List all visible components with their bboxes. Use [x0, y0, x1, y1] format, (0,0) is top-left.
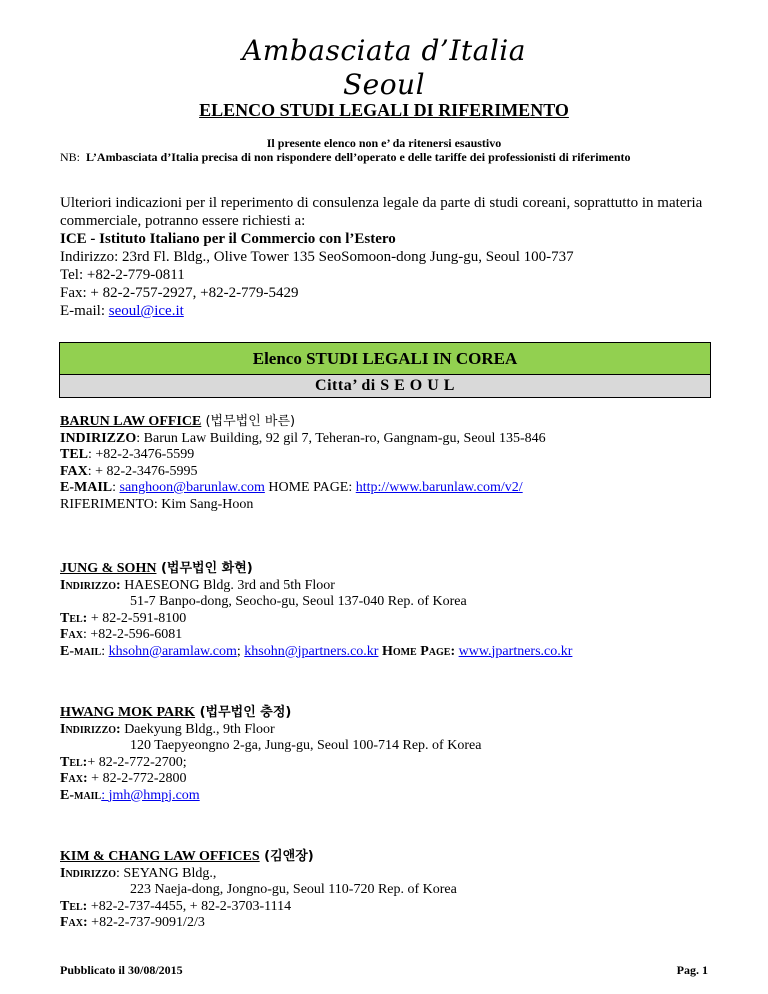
firm-name: KIM & CHANG LAW OFFICES [60, 849, 260, 864]
firm-homepage-link[interactable]: www.jpartners.co.kr [458, 643, 573, 659]
firm-email-link[interactable]: : jmh@hmpj.com [101, 787, 200, 803]
nb-label: NB: [60, 150, 81, 164]
firm-tel: Tel: +82-2-737-4455, + 82-2-3703-1114 [60, 898, 292, 914]
firm-email-link[interactable]: khsohn@aramlaw.com [108, 643, 237, 659]
firm-title-row [60, 849, 720, 866]
firm-hwang-mok-park [60, 705, 720, 804]
ice-email-row: E-mail: seoul@ice.it [60, 303, 184, 319]
listing-header-table [59, 342, 711, 398]
firm-tel: Tel: + 82-2-591-8100 [60, 610, 187, 626]
firm-address: Indirizzo: Daekyung Bldg., 9th Floor [60, 721, 275, 737]
firm-reference: RIFERIMENTO: Kim Sang-Hoon [60, 496, 254, 512]
firm-email-row: E-MAIL: sanghoon@barunlaw.com HOME PAGE: http://www.barunlaw.com/v2/ [60, 480, 523, 495]
firm-homepage-link[interactable]: http://www.barunlaw.com/v2/ [355, 480, 523, 495]
firm-tel: TEL: +82-2-3476-5599 [60, 447, 195, 462]
embassy-name: Ambasciata d’Italia [242, 34, 526, 67]
ice-intro: Ulteriori indicazioni per il reperimento di consulenza legale da parte di studi coreani, soprattutto in materia commerciale, potranno essere richiesti a: [60, 195, 703, 229]
firm-korean-name: (법무법인 화현) [156, 561, 253, 576]
firm-korean-name: (법무법인 충정) [195, 705, 292, 720]
firm-korean-name: (법무법인 바른) [201, 414, 296, 429]
firm-fax: Fax: +82-2-737-9091/2/3 [60, 915, 205, 930]
firm-jung-sohn [60, 561, 720, 660]
firm-kim-chang [60, 849, 720, 932]
firm-korean-name: (김앤장) [259, 849, 314, 864]
firm-address-line2: 51-7 Banpo-dong, Seocho-gu, Seoul 137-040 Rep. of Korea [130, 594, 467, 609]
firm-fax: Fax: +82-2-596-6081 [60, 627, 183, 642]
page-number: Pag. 1 [676, 963, 708, 977]
listing-heading: Elenco STUDI LEGALI IN COREA [60, 343, 710, 375]
firm-title-row [60, 705, 720, 722]
firm-email-row: E-mail: jmh@hmpj.com [60, 787, 200, 803]
firm-email-link-2[interactable]: khsohn@jpartners.co.kr [244, 643, 379, 659]
disclaimer-note: Il presente elenco non e’ da ritenersi esaustivo [266, 136, 502, 150]
firm-tel: Tel:+ 82-2-772-2700; [60, 754, 187, 770]
firm-name: HWANG MOK PARK [60, 705, 196, 720]
firm-fax: Fax: + 82-2-772-2800 [60, 771, 187, 786]
document-title: ELENCO STUDI LEGALI DI RIFERIMENTO [199, 100, 569, 120]
firm-address: INDIRIZZO: Barun Law Building, 92 gil 7, Teheran-ro, Gangnam-gu, Seoul 135-846 [60, 430, 546, 446]
ice-email-link[interactable]: seoul@ice.it [108, 303, 184, 319]
firm-name: JUNG & SOHN [60, 561, 157, 576]
publication-date: Pubblicato il 30/08/2015 [60, 963, 183, 977]
firm-address: Indirizzo: HAESEONG Bldg. 3rd and 5th Floor [60, 577, 335, 593]
ice-tel: Tel: +82-2-779-0811 [60, 267, 185, 283]
firm-email-link[interactable]: sanghoon@barunlaw.com [119, 480, 265, 495]
ice-contact-block [60, 194, 720, 320]
firm-address-line2: 120 Taepyeongno 2-ga, Jung-gu, Seoul 100-714 Rep. of Korea [130, 738, 482, 753]
firm-fax: FAX: + 82-2-3476-5995 [60, 463, 198, 479]
firm-email-row: E-mail: khsohn@aramlaw.com; khsohn@jpartners.co.kr Home Page: www.jpartners.co.kr [60, 643, 573, 659]
embassy-city: Seoul [342, 68, 426, 101]
firm-title-row [60, 561, 720, 578]
ice-address: Indirizzo: 23rd Fl. Bldg., Olive Tower 135 SeoSomoon-dong Jung-gu, Seoul 100-737 [60, 249, 574, 265]
firm-name: BARUN LAW OFFICE [60, 414, 202, 429]
firm-address-line2: 223 Naeja-dong, Jongno-gu, Seoul 110-720 Rep. of Korea [130, 882, 457, 897]
city-heading: Citta’ di S E O U L [60, 375, 710, 397]
nb-text: L’Ambasciata d’Italia precisa di non rispondere dell’operato e delle tariffe dei professionisti di riferimento [86, 150, 631, 164]
ice-name: ICE - Istituto Italiano per il Commercio con l’Estero [60, 231, 396, 247]
firm-address: Indirizzo: SEYANG Bldg., [60, 865, 217, 881]
firm-barun [60, 414, 720, 513]
ice-fax: Fax: + 82-2-757-2927, +82-2-779-5429 [60, 285, 299, 301]
nb-note [60, 150, 710, 165]
firm-title-row [60, 414, 720, 431]
